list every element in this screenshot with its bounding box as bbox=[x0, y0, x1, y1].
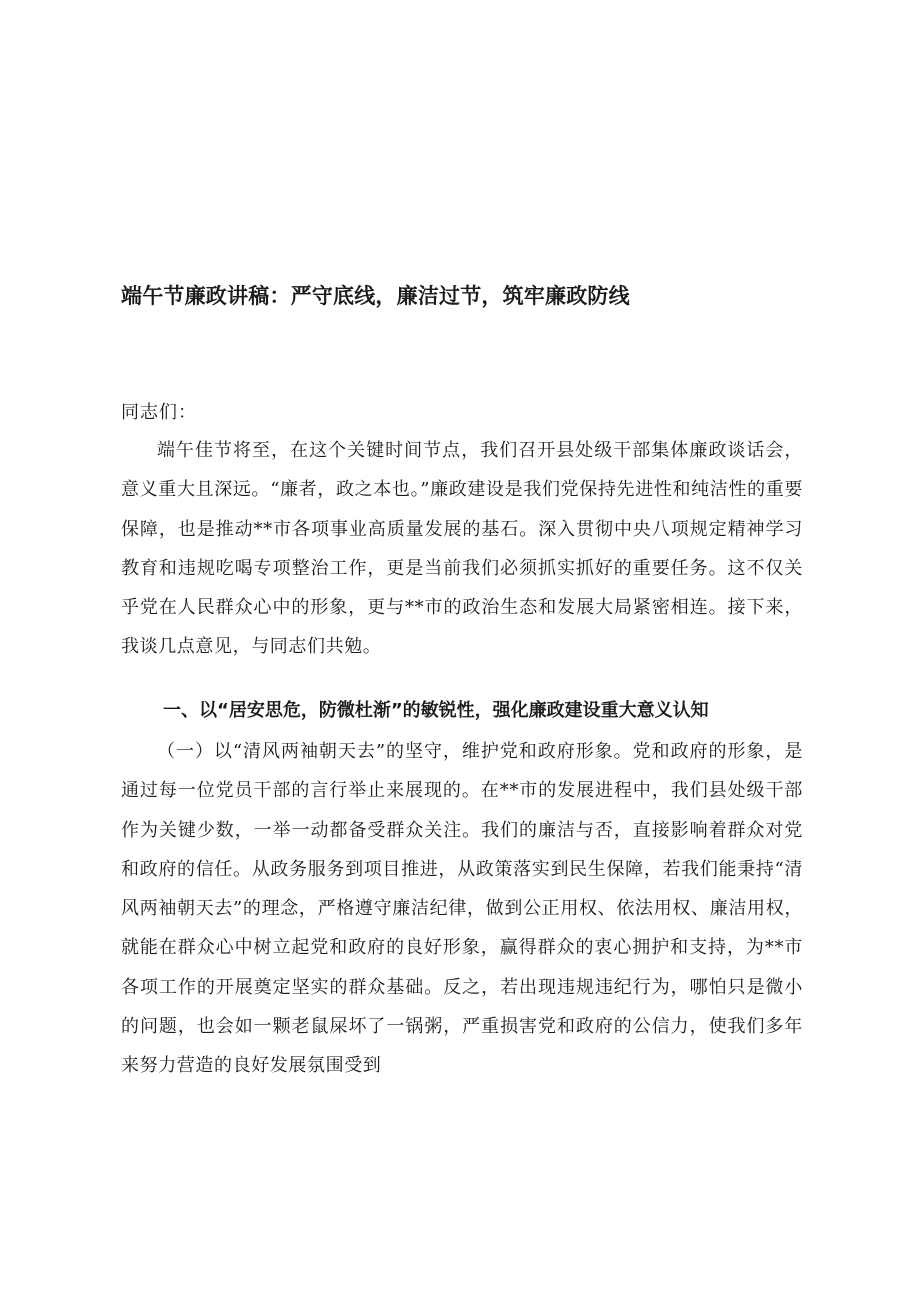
salutation: 同志们： bbox=[121, 402, 197, 423]
section-heading: 一、以“居安思危，防微杜渐”的敏锐性，强化廉政建设重大意义认知 bbox=[163, 700, 709, 721]
body-paragraph: （一）以“清风两袖朝天去”的坚守，维护党和政府形象。党和政府的形象，是通过每一位党员干部的言行举止来展现的。在**市的发展进程中，我们县处级干部作为关键少数，一举一动都备受群众关注。我们的廉洁与否，直接影响着群众对党和政府的信任。从政务服务到项目推进，从政策落实到民生保障，若我们能秉持“清风两袖朝天去”的理念，严格遵守廉洁纪律，做到公正用权、依法用权、廉洁用权，就能在群众心中树立起党和政府的良好形象，赢得群众的衷心拥护和支持，为**市各项工作的开展奠定坚实的群众基础。反之，若出现违规违纪行为，哪怕只是微小的问题，也会如一颗老鼠屎坏了一锅粥，严重损害党和政府的公信力，使我们多年来努力营造的良好发展氛围受到 bbox=[121, 741, 803, 1077]
document-title: 端午节廉政讲稿：严守底线，廉洁过节，筑牢廉政防线 bbox=[121, 284, 630, 308]
body-paragraph: 端午佳节将至，在这个关键时间节点，我们召开县处级干部集体廉政谈话会，意义重大且深远。“廉者，政之本也。”廉政建设是我们党保持先进性和纯洁性的重要保障，也是推动**市各项事业高质量发展的基石。深入贯彻中央八项规定精神学习教育和违规吃喝专项整治工作，更是当前我们必须抓实抓好的重要任务。这不仅关乎党在人民群众心中的形象，更与**市的政治生态和发展大局紧密相连。接下来，我谈几点意见，与同志们共勉。 bbox=[121, 440, 803, 658]
